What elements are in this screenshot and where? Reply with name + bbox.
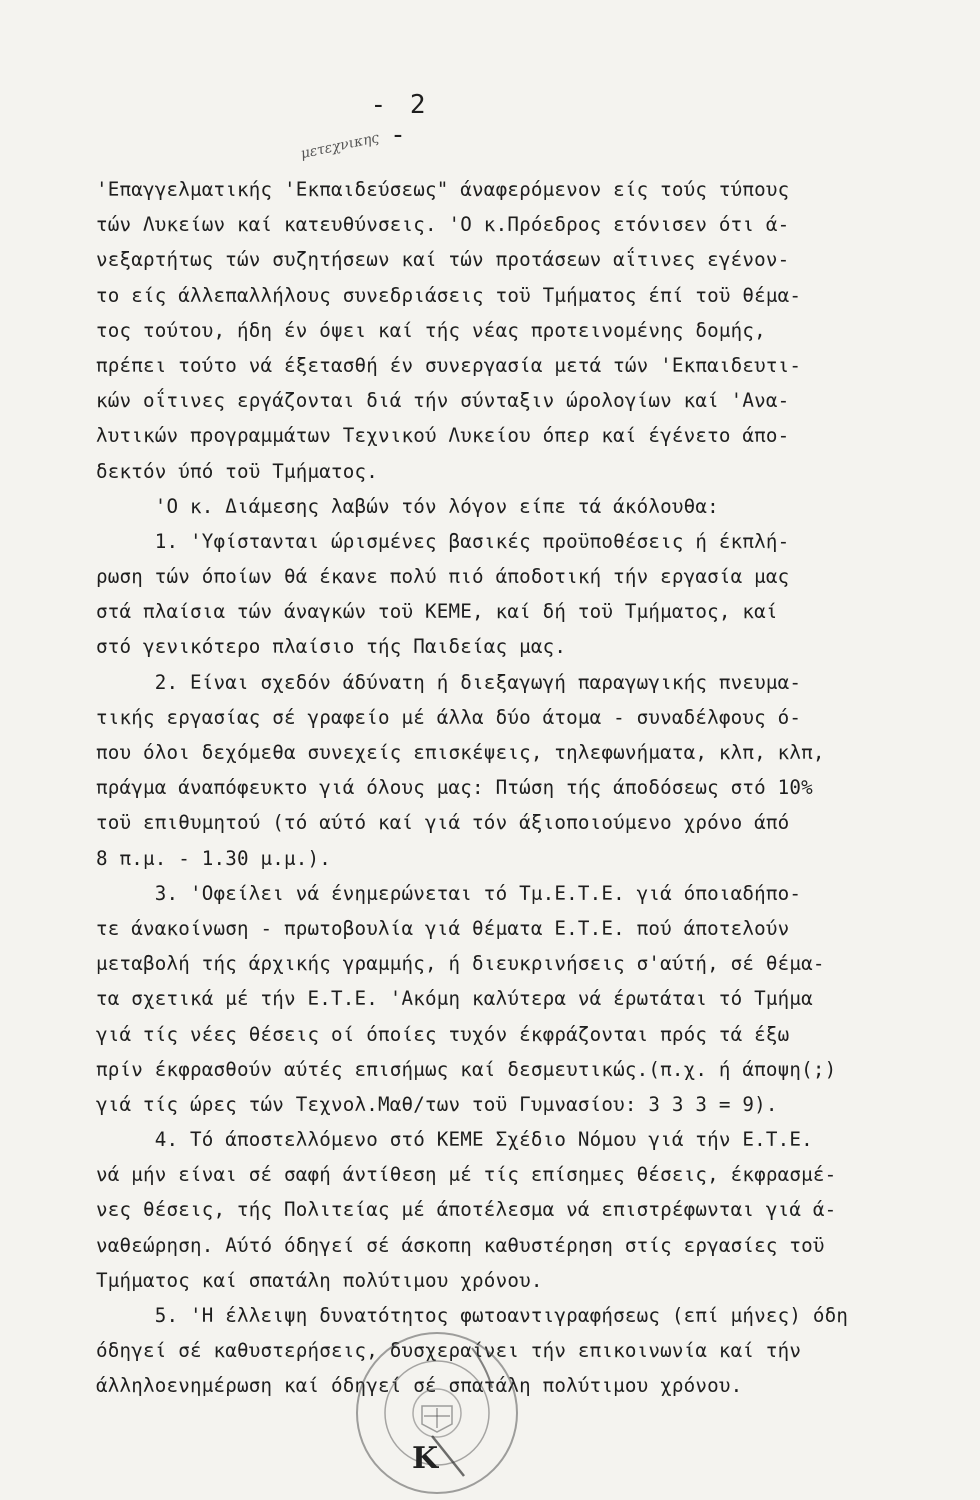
text-line: 1. 'Υφίστανται ώρισμένες βασικές προϋποθέσεις ή έκπλή- <box>96 529 790 553</box>
text-line: γιά τίς ώρες τών Τεχνολ.Μαθ/των τοϋ Γυμνασίου: 3 3 3 = 9). <box>96 1092 778 1116</box>
text-line: στό γενικότερο πλαίσιο τής Παιδείας μας. <box>96 635 567 659</box>
text-line: Τμήματος καί σπατάλη πολύτιμου χρόνου. <box>96 1268 543 1292</box>
text-line: που όλοι δεχόμεθα συνεχείς επισκέψεις, τηλεφωνήματα, κλπ, κλπ, <box>96 741 825 764</box>
text-line: τικής εργασίας σέ γραφείο μέ άλλα δύο άτομα - συναδέλφους ό- <box>96 705 802 729</box>
text-line: τα σχετικά μέ τήν Ε.Τ.Ε. 'Ακόμη καλύτερα νά έρωτάται τό Τμήμα <box>96 987 813 1011</box>
text-line: πράγμα άναπόφευκτο γιά όλους μας: Πτώση τής άποδόσεως στό 10% <box>96 776 813 800</box>
text-line: κών οΐτινες εργάζονται διά τήν σύνταξιν ώρολογίων καί 'Ανα- <box>96 389 790 413</box>
text-line: 4. Τό άποστελλόμενο στό ΚΕΜΕ Σχέδιο Νόμου γιά τήν Ε.Τ.Ε. <box>96 1128 813 1152</box>
text-line: μεταβολή τής άρχικής γραμμής, ή διευκρινήσεις σ'αύτή, σέ θέμα- <box>96 952 825 976</box>
text-line: νες θέσεις, τής Πολιτείας μέ άποτέλεσμα νά επιστρέφωνται γιά ά- <box>96 1198 837 1222</box>
text-line: άλληλοενημέρωση καί όδηγεί σέ σπατάλη πολύτιμου χρόνου. <box>96 1374 743 1398</box>
text-line: τε άνακοίνωση - πρωτοβουλία γιά θέματα Ε.Τ.Ε. πού άποτελούν <box>96 916 790 940</box>
text-line: 5. 'Η έλλειψη δυνατότητος φωτοαντιγραφήσεως (επί μήνες) όδη <box>96 1304 849 1327</box>
page-number: - 2 - <box>370 90 430 150</box>
text-line: πρίν έκφρασθούν αύτές επισήμως καί δεσμευτικώς.(π.χ. ή άποψη(;) <box>96 1057 837 1081</box>
text-line: 8 π.μ. - 1.30 μ.μ.). <box>96 846 332 870</box>
text-line: τοϋ επιθυμητού (τό αύτό καί γιά τόν άξιοποιούμενο χρόνο άπό <box>96 811 790 835</box>
text-line: τών Λυκείων καί κατευθύνσεις. 'Ο κ.Πρόεδρος ετόνισεν ότι ά- <box>96 213 790 237</box>
text-line: 2. Είναι σχεδόν άδύνατη ή διεξαγωγή παραγωγικής πνευμα- <box>96 670 802 694</box>
text-line: ρωση τών όποίων θά έκανε πολύ πιό άποδοτική τήν εργασία μας <box>96 565 790 589</box>
text-line: ναθεώρηση. Αύτό όδηγεί σέ άσκοπη καθυστέρηση στίς εργασίες τοϋ <box>96 1233 825 1257</box>
text-line: 3. 'Οφείλει νά ένημερώνεται τό Τμ.Ε.Τ.Ε. γιά όποιαδήπο- <box>96 881 802 905</box>
text-line: νεξαρτήτως τών συζητήσεων καί τών προτάσεων αΐτινες εγένον- <box>96 248 790 272</box>
text-line: τος τούτου, ήδη έν όψει καί τής νέας προτεινομένης δομής, <box>96 318 766 342</box>
handwritten-margin-note: μετεχνικης <box>299 129 381 163</box>
text-line: 'Ο κ. Διάμεσης λαβών τόν λόγον είπε τά άκόλουθα: <box>96 494 719 518</box>
text-line: δεκτόν ύπό τοϋ Τμήματος. <box>96 459 379 483</box>
text-line: όδηγεί σέ καθυστερήσεις, δυσχεραίνει τήν επικοινωνία καί τήν <box>96 1339 802 1363</box>
text-line: λυτικών προγραμμάτων Τεχνικού Λυκείου όπερ καί έγένετο άπο- <box>96 424 790 448</box>
text-line: πρέπει τούτο νά έξετασθή έν συνεργασία μετά τών 'Εκπαιδευτι- <box>96 353 802 377</box>
text-line: το είς άλλεπαλλήλους συνεδριάσεις τοϋ Τμήματος έπί τοϋ θέμα- <box>96 283 802 307</box>
official-seal-stamp <box>352 1328 522 1498</box>
body-text <box>96 172 946 1404</box>
text-line: νά μήν είναι σέ σαφή άντίθεση μέ τίς επίσημες θέσεις, έκφρασμέ- <box>96 1163 837 1187</box>
text-line: στά πλαίσια τών άναγκών τοϋ ΚΕΜΕ, καί δή τοϋ Τμήματος, καί <box>96 600 778 624</box>
text-line: γιά τίς νέες θέσεις οί όποίες τυχόν έκφράζονται πρός τά έξω <box>96 1022 790 1046</box>
stamp-initials: Κ <box>412 1441 439 1476</box>
text-line: 'Επαγγελματικής 'Εκπαιδεύσεως" άναφερόμενον είς τούς τύπους <box>96 178 790 201</box>
